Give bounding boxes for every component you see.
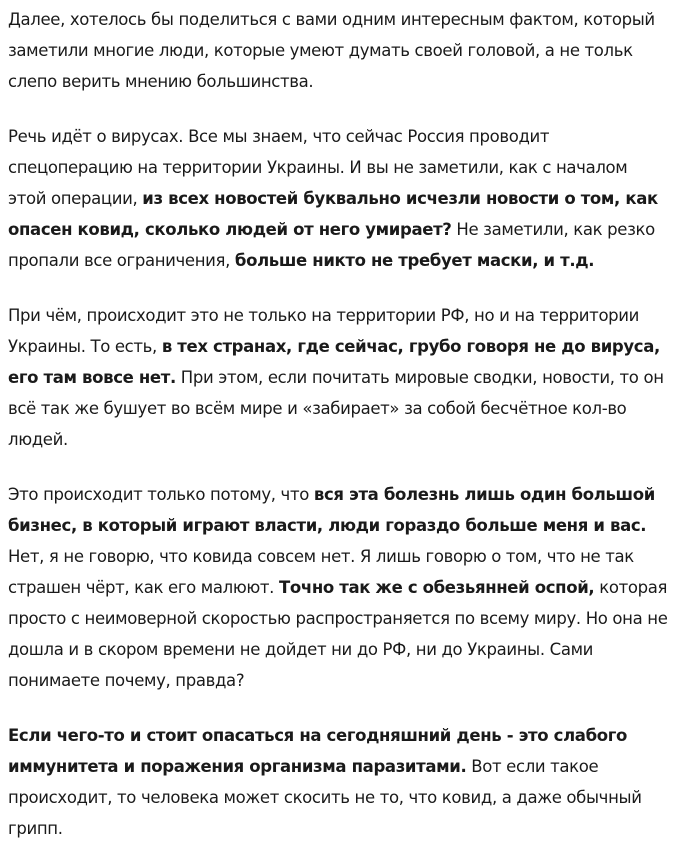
paragraph-4: [8, 479, 670, 696]
text-run: Вот если такое происходит, то человека может скосить не то, что ковид, а даже обычный грипп.: [8, 757, 642, 838]
bold-text-run: из всех новостей буквально исчезли новости о том, как опасен ковид, сколько людей от него умирает?: [8, 189, 658, 239]
text-run: При этом, если почитать мировые сводки, новости, то он всё так же бушует во всём мире и «забирает» за собой бесчётное кол-во людей.: [8, 368, 664, 449]
text-run: Далее, хотелось бы поделиться с вами одним интересным фактом, который заметили многие люди, которые умеют думать своей головой, а не тольк слепо верить мнению большинства.: [8, 10, 655, 91]
text-run: Не заметили, как резко пропали все ограничения,: [8, 220, 655, 270]
text-run: которая просто с неимоверной скоростью распространяется по всему миру. Но она не дошла и в скором времени не дойдет ни до РФ, ни до Украины. Сами понимаете почему, правда?: [8, 578, 668, 690]
bold-text-run: в тех странах, где сейчас, грубо говоря не до вируса, его там вовсе нет.: [8, 337, 660, 387]
article-body: [8, 4, 670, 868]
text-run: Нет, я не говорю, что ковида совсем нет. Я лишь говорю о том, что не так страшен чёрт, как его малюют.: [8, 547, 634, 597]
text-run: При чём, происходит это не только на территории РФ, но и на территории Украины. То есть,: [8, 306, 640, 356]
bold-text-run: вся эта болезнь лишь один большой бизнес, в который играют власти, люди гораздо больше меня и вас.: [8, 485, 655, 535]
paragraph-5: [8, 720, 670, 844]
bold-text-run: больше никто не требует маски, и т.д.: [234, 251, 595, 270]
bold-text-run: Точно так же с обезьянней оспой,: [278, 578, 595, 597]
text-run: Речь идёт о вирусах. Все мы знаем, что сейчас Россия проводит спецоперацию на территории Украины. И вы не заметили, как с началом этой операции,: [8, 127, 628, 208]
text-run: Это происходит только потому, что: [8, 485, 314, 504]
paragraph-1: [8, 4, 670, 97]
paragraph-3: [8, 300, 670, 455]
paragraph-2: [8, 121, 670, 276]
bold-text-run: Если чего-то и стоит опасаться на сегодняшний день - это слабого иммунитета и поражения организма паразитами.: [8, 726, 628, 776]
